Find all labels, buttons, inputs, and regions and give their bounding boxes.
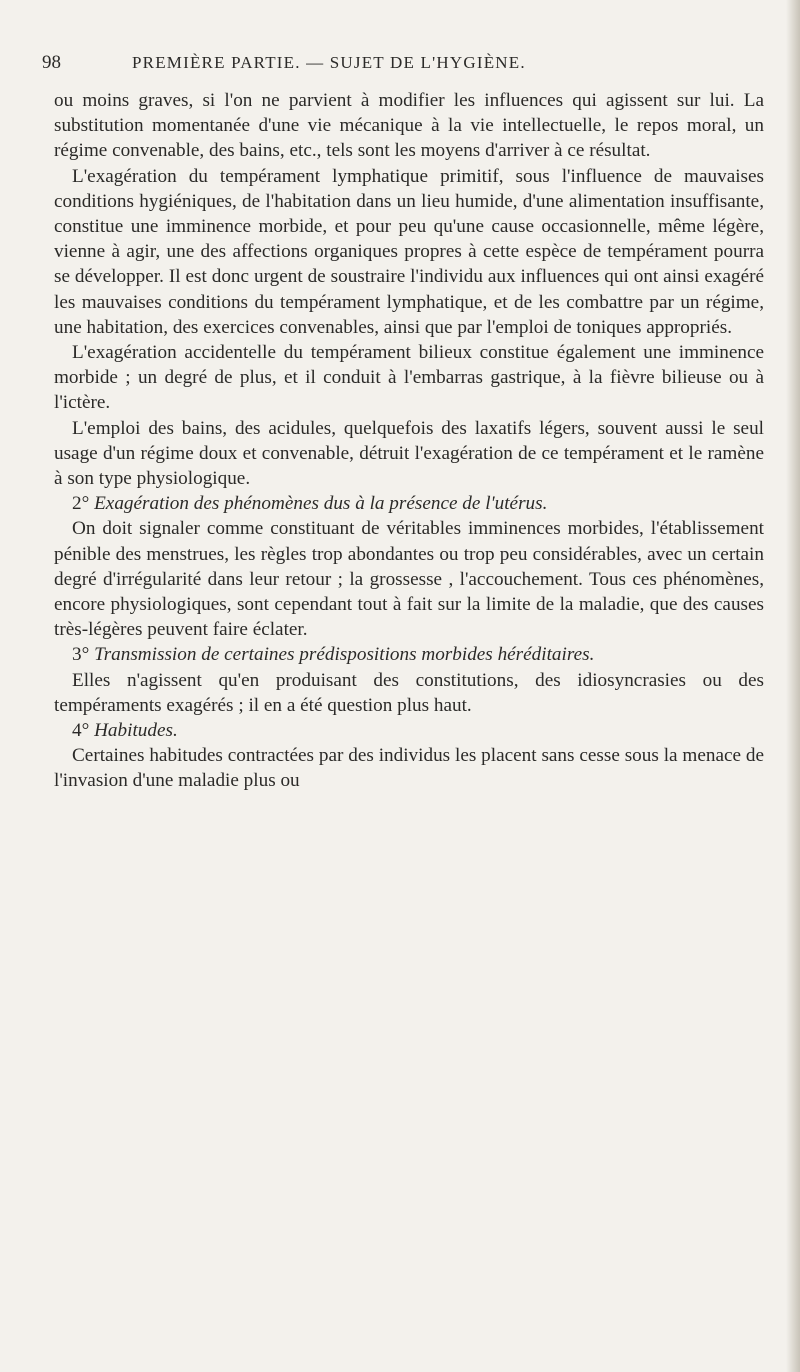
section-heading <box>54 642 764 667</box>
section-title: Habitudes. <box>94 720 178 742</box>
paragraph: L'emploi des bains, des acidules, quelquefois des laxatifs légers, souvent aussi le seul usage d'un régime doux et convenable, détruit l'exagération de ce tempérament et le ramène à son type physiologique. <box>54 417 764 490</box>
section-number: 2° <box>72 493 90 515</box>
section-heading <box>54 491 764 516</box>
section-heading <box>54 718 764 743</box>
page-number: 98 <box>42 52 61 73</box>
section-number: 3° <box>72 644 90 666</box>
paragraph: ou moins graves, si l'on ne parvient à modifier les influences qui agissent sur lui. La substitution momentanée d'une vie mécanique à la vie intellectuelle, le repos moral, un régime convenable, des bains, etc., tels sont les moyens d'arriver à ce résultat. <box>54 90 764 162</box>
section-title: Exagération des phénomènes dus à la présence de l'utérus. <box>94 493 548 515</box>
page-edge-shadow <box>786 0 800 1372</box>
running-title: PREMIÈRE PARTIE. — SUJET DE L'HYGIÈNE. <box>132 53 526 72</box>
paragraph: Certaines habitudes contractées par des individus les placent sans cesse sous la menace de l'invasion d'une maladie plus ou <box>54 745 764 792</box>
section-number: 4° <box>72 720 90 742</box>
section-title: Transmission de certaines prédispositions morbides héréditaires. <box>94 644 595 666</box>
paragraph: On doit signaler comme constituant de véritables imminences morbides, l'établissement pénible des menstrues, les règles trop abondantes ou trop peu considérables, avec un certain degré d'irrégularité dans leur retour ; la grossesse , l'accouchement. Tous ces phénomènes, encore physiologiques, sont cependant tout à fait sur la limite de la maladie, que des causes très-légères peuvent faire éclater. <box>54 518 764 641</box>
paragraph: L'exagération du tempérament lymphatique primitif, sous l'influence de mauvaises conditions hygiéniques, de l'habitation dans un lieu humide, d'une alimentation insuffisante, constitue une imminence morbide, et pour peu qu'une cause occasionnelle, même légère, vienne à agir, une des affections organiques propres à cette espèce de tempérament pourra se développer. Il est donc urgent de soustraire l'individu aux influences qui ont ainsi exagéré les mauvaises conditions du tempérament lymphatique, et de les combattre par un régime, une habitation, des exercices convenables, ainsi que par l'emploi de toniques appropriés. <box>54 165 764 338</box>
paragraph: L'exagération accidentelle du tempérament bilieux constitue également une imminence morbide ; un degré de plus, et il conduit à l'embarras gastrique, à la fièvre bilieuse ou à l'ictère. <box>54 342 764 414</box>
body-text <box>54 88 764 794</box>
running-header <box>42 52 762 82</box>
paragraph: Elles n'agissent qu'en produisant des constitutions, des idiosyncrasies ou des tempéraments exagérés ; il en a été question plus haut. <box>54 669 764 716</box>
